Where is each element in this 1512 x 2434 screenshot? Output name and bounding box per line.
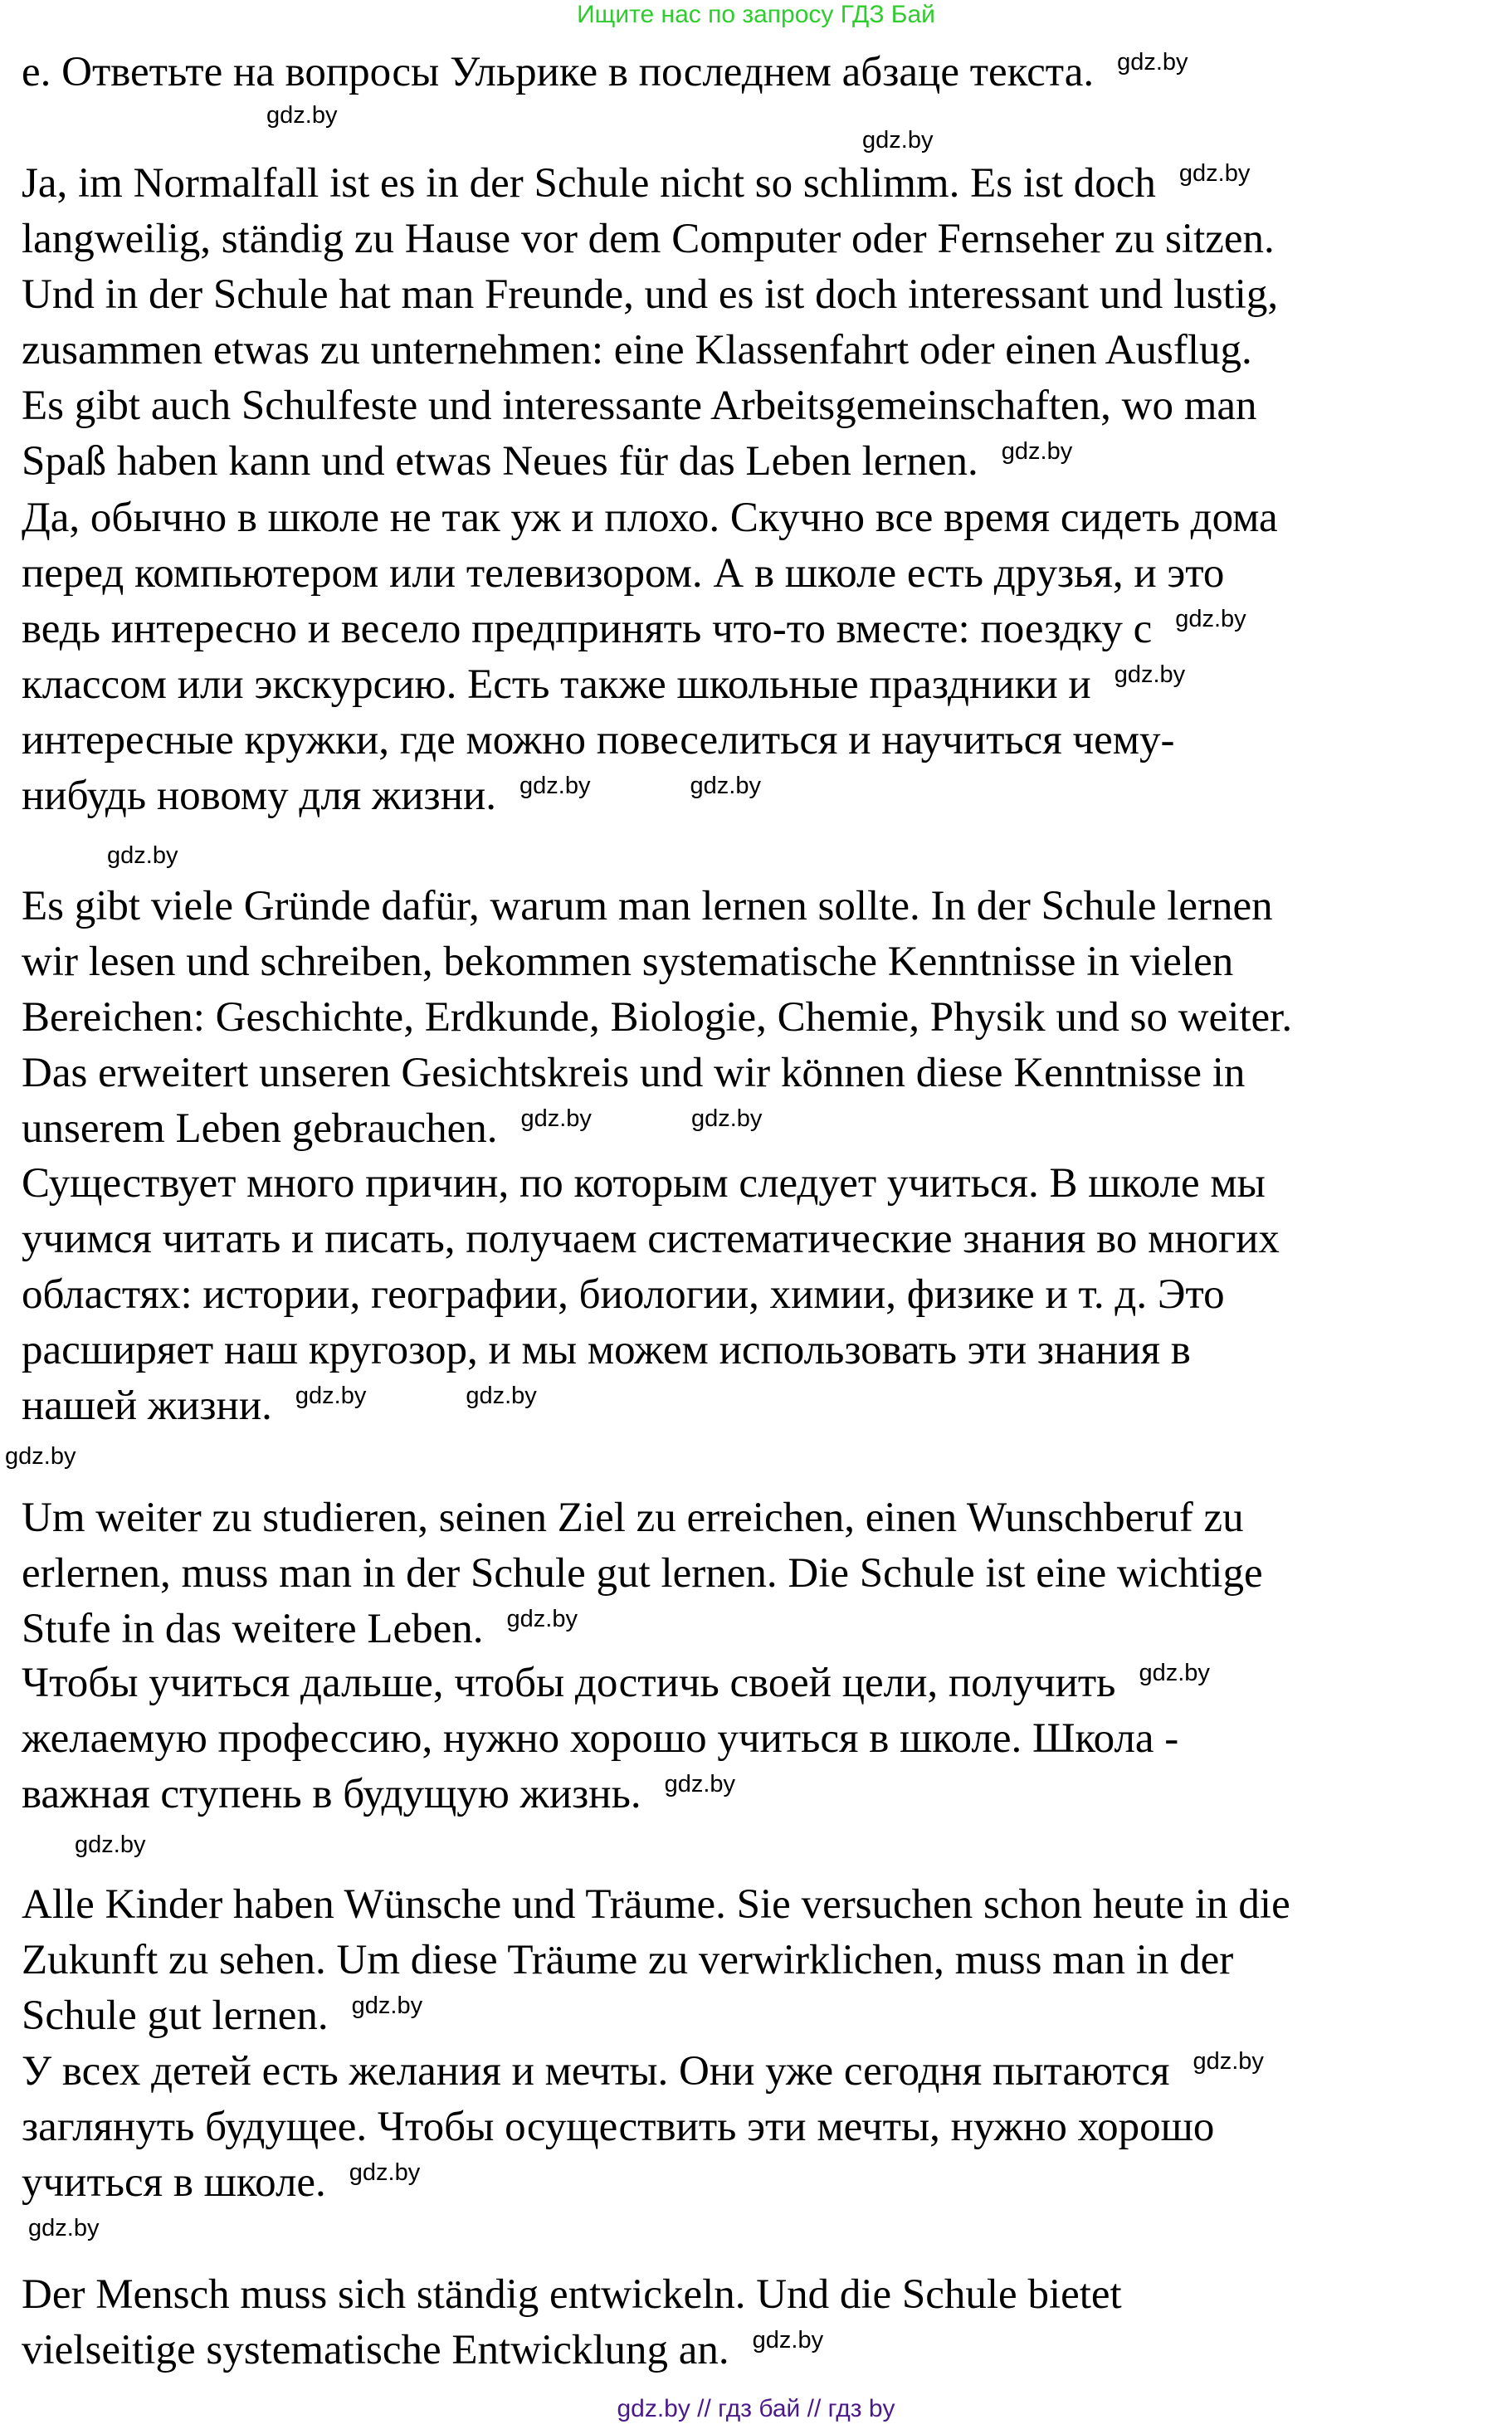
watermark: gdz.by bbox=[466, 1383, 537, 1409]
text-line: учиться в школе. bbox=[22, 2159, 326, 2206]
watermark: gdz.by bbox=[107, 842, 178, 869]
text-line: нашей жизни. bbox=[22, 1383, 272, 1429]
text-row bbox=[22, 1602, 1263, 1657]
text-row bbox=[22, 378, 1278, 434]
watermark: gdz.by bbox=[862, 127, 934, 154]
watermark: gdz.by bbox=[295, 1383, 367, 1409]
text-line: Чтобы учиться дальше, чтобы достичь своей цели, получить bbox=[22, 1660, 1116, 1706]
watermark: gdz.by bbox=[1178, 160, 1251, 187]
text-line: Spaß haben kann und etwas Neues für das Leben lernen. bbox=[22, 438, 978, 485]
text-row bbox=[22, 1656, 1210, 1711]
text-row bbox=[22, 602, 1278, 657]
text-line: Bereichen: Geschichte, Erdkunde, Biologie, Chemie, Physik und so weiter. bbox=[22, 994, 1293, 1041]
watermark: gdz.by bbox=[351, 1993, 423, 2019]
text-line: vielseitige systematische Entwicklung an. bbox=[22, 2327, 729, 2373]
text-row bbox=[22, 2323, 1122, 2378]
watermark: gdz.by bbox=[1001, 438, 1073, 465]
answer-paragraph bbox=[22, 879, 1292, 1157]
text-row bbox=[22, 45, 1188, 100]
text-row bbox=[22, 1156, 1280, 1212]
text-line: Und in der Schule hat man Freunde, und es ist doch interessant und lustig, bbox=[22, 271, 1279, 318]
watermark: gdz.by bbox=[520, 1105, 592, 1132]
answer-paragraph bbox=[22, 2267, 1122, 2378]
text-row bbox=[22, 546, 1278, 602]
text-row bbox=[22, 1490, 1263, 1546]
text-row bbox=[22, 1101, 1292, 1157]
text-line: Es gibt auch Schulfeste und interessante Arbeitsgemeinschaften, wo man bbox=[22, 383, 1257, 429]
text-row bbox=[22, 323, 1278, 378]
watermark: gdz.by bbox=[690, 1105, 763, 1132]
text-line: заглянуть будущее. Чтобы осуществить эти мечты, нужно хорошо bbox=[22, 2104, 1215, 2150]
watermark: gdz.by bbox=[519, 773, 591, 799]
text-line: wir lesen und schreiben, bekommen systematische Kenntnisse in vielen bbox=[22, 939, 1234, 985]
text-line: Alle Kinder haben Wünsche und Träume. Sie versuchen schon heute in die bbox=[22, 1881, 1290, 1928]
text-line: учимся читать и писать, получаем систематические знания во многих bbox=[22, 1216, 1280, 1262]
watermark: gdz.by bbox=[1114, 661, 1186, 688]
watermark: gdz.by bbox=[1193, 2048, 1264, 2075]
text-line: Es gibt viele Gründe dafür, warum man lernen sollte. In der Schule lernen bbox=[22, 883, 1273, 929]
answer-paragraph bbox=[22, 1656, 1210, 1822]
text-line: Um weiter zu studieren, seinen Ziel zu erreichen, einen Wunschberuf zu bbox=[22, 1495, 1244, 1541]
answer-paragraph bbox=[22, 2044, 1264, 2211]
text-row bbox=[22, 2100, 1264, 2155]
text-line: Das erweitert unseren Gesichtskreis und wir können diese Kenntnisse in bbox=[22, 1050, 1246, 1096]
text-line: Der Mensch muss sich ständig entwickeln. Und die Schule bietet bbox=[22, 2271, 1122, 2318]
text-line: e. Ответьте на вопросы Ульрике в последнем абзаце текста. bbox=[22, 49, 1095, 95]
text-line: Schule gut lernen. bbox=[22, 1993, 329, 2039]
text-row bbox=[22, 1212, 1280, 1267]
text-line: расширяет наш кругозор, и мы можем использовать эти знания в bbox=[22, 1327, 1191, 1373]
text-row bbox=[22, 657, 1278, 713]
text-line: желаемую профессию, нужно хорошо учиться в школе. Школа - bbox=[22, 1715, 1179, 1762]
text-line: важная ступень в будущую жизнь. bbox=[22, 1771, 641, 1817]
text-row bbox=[22, 1046, 1292, 1101]
text-line: Существует много причин, по которым следует учиться. В школе мы bbox=[22, 1160, 1266, 1207]
text-line: Ja, im Normalfall ist es in der Schule nicht so schlimm. Es ist doch bbox=[22, 160, 1156, 207]
text-row bbox=[22, 1933, 1290, 1988]
text-row bbox=[22, 1711, 1210, 1767]
text-row bbox=[22, 934, 1292, 990]
text-row bbox=[22, 490, 1278, 546]
text-line: zusammen etwas zu unternehmen: eine Klassenfahrt oder einen Ausflug. bbox=[22, 327, 1252, 373]
watermark: gdz.by bbox=[664, 1771, 736, 1797]
watermark: gdz.by bbox=[1175, 606, 1246, 632]
text-row bbox=[22, 2044, 1264, 2100]
watermark: gdz.by bbox=[266, 102, 338, 129]
answer-paragraph bbox=[22, 1877, 1290, 2044]
watermark: gdz.by bbox=[349, 2159, 421, 2186]
text-line: областях: истории, географии, биологии, химии, физике и т. д. Это bbox=[22, 1271, 1225, 1318]
text-line: Zukunft zu sehen. Um diese Träume zu verwirklichen, muss man in der bbox=[22, 1937, 1234, 1983]
answer-paragraph bbox=[22, 490, 1278, 824]
answer-paragraph bbox=[22, 1156, 1280, 1434]
text-row bbox=[22, 1767, 1210, 1822]
text-row bbox=[22, 212, 1278, 267]
text-row bbox=[22, 1267, 1280, 1323]
text-line: langweilig, ständig zu Hause vor dem Computer oder Fernseher zu sitzen. bbox=[22, 216, 1275, 262]
text-row bbox=[22, 713, 1278, 768]
text-row bbox=[22, 2155, 1264, 2211]
text-line: интересные кружки, где можно повеселиться и научиться чему- bbox=[22, 717, 1175, 763]
text-row bbox=[22, 1378, 1280, 1434]
text-row bbox=[22, 1546, 1263, 1602]
text-line: Да, обычно в школе не так уж и плохо. Скучно все время сидеть дома bbox=[22, 495, 1278, 541]
watermark: gdz.by bbox=[690, 773, 761, 799]
text-row bbox=[22, 434, 1278, 490]
text-row bbox=[22, 1988, 1290, 2044]
text-row bbox=[22, 1877, 1290, 1933]
text-line: ведь интересно и весело предпринять что-то вместе: поездку с bbox=[22, 606, 1153, 652]
watermark: gdz.by bbox=[1117, 49, 1188, 76]
text-row bbox=[22, 2267, 1122, 2323]
text-line: классом или экскурсию. Есть также школьные праздники и bbox=[22, 661, 1091, 708]
text-line: erlernen, muss man in der Schule gut lernen. Die Schule ist eine wichtige bbox=[22, 1550, 1263, 1597]
text-row bbox=[22, 879, 1292, 934]
watermark: gdz.by bbox=[5, 1443, 76, 1470]
text-line: unserem Leben gebrauchen. bbox=[22, 1105, 498, 1152]
text-line: нибудь новому для жизни. bbox=[22, 773, 497, 819]
text-row bbox=[22, 990, 1292, 1046]
text-line: перед компьютером или телевизором. А в школе есть друзья, и это bbox=[22, 550, 1225, 597]
footer-watermark: gdz.by // гдз бай // гдз by bbox=[617, 2395, 895, 2422]
text-row bbox=[22, 1323, 1280, 1378]
watermark: gdz.by bbox=[1139, 1660, 1210, 1686]
text-row bbox=[22, 156, 1278, 212]
watermark: gdz.by bbox=[506, 1606, 578, 1632]
watermark: gdz.by bbox=[752, 2327, 824, 2354]
text-row bbox=[22, 267, 1278, 323]
watermark: gdz.by bbox=[28, 2215, 100, 2241]
text-line: У всех детей есть желания и мечты. Они уже сегодня пытаются bbox=[22, 2048, 1170, 2095]
answer-paragraph bbox=[22, 1490, 1263, 1657]
watermark: gdz.by bbox=[75, 1832, 146, 1858]
answer-paragraph bbox=[22, 156, 1278, 490]
text-line: Stufe in das weitere Leben. bbox=[22, 1606, 484, 1652]
task-heading bbox=[22, 45, 1188, 100]
text-row bbox=[22, 768, 1278, 824]
search-hint-header: Ищите нас по запросу ГДЗ Бай bbox=[577, 1, 935, 28]
